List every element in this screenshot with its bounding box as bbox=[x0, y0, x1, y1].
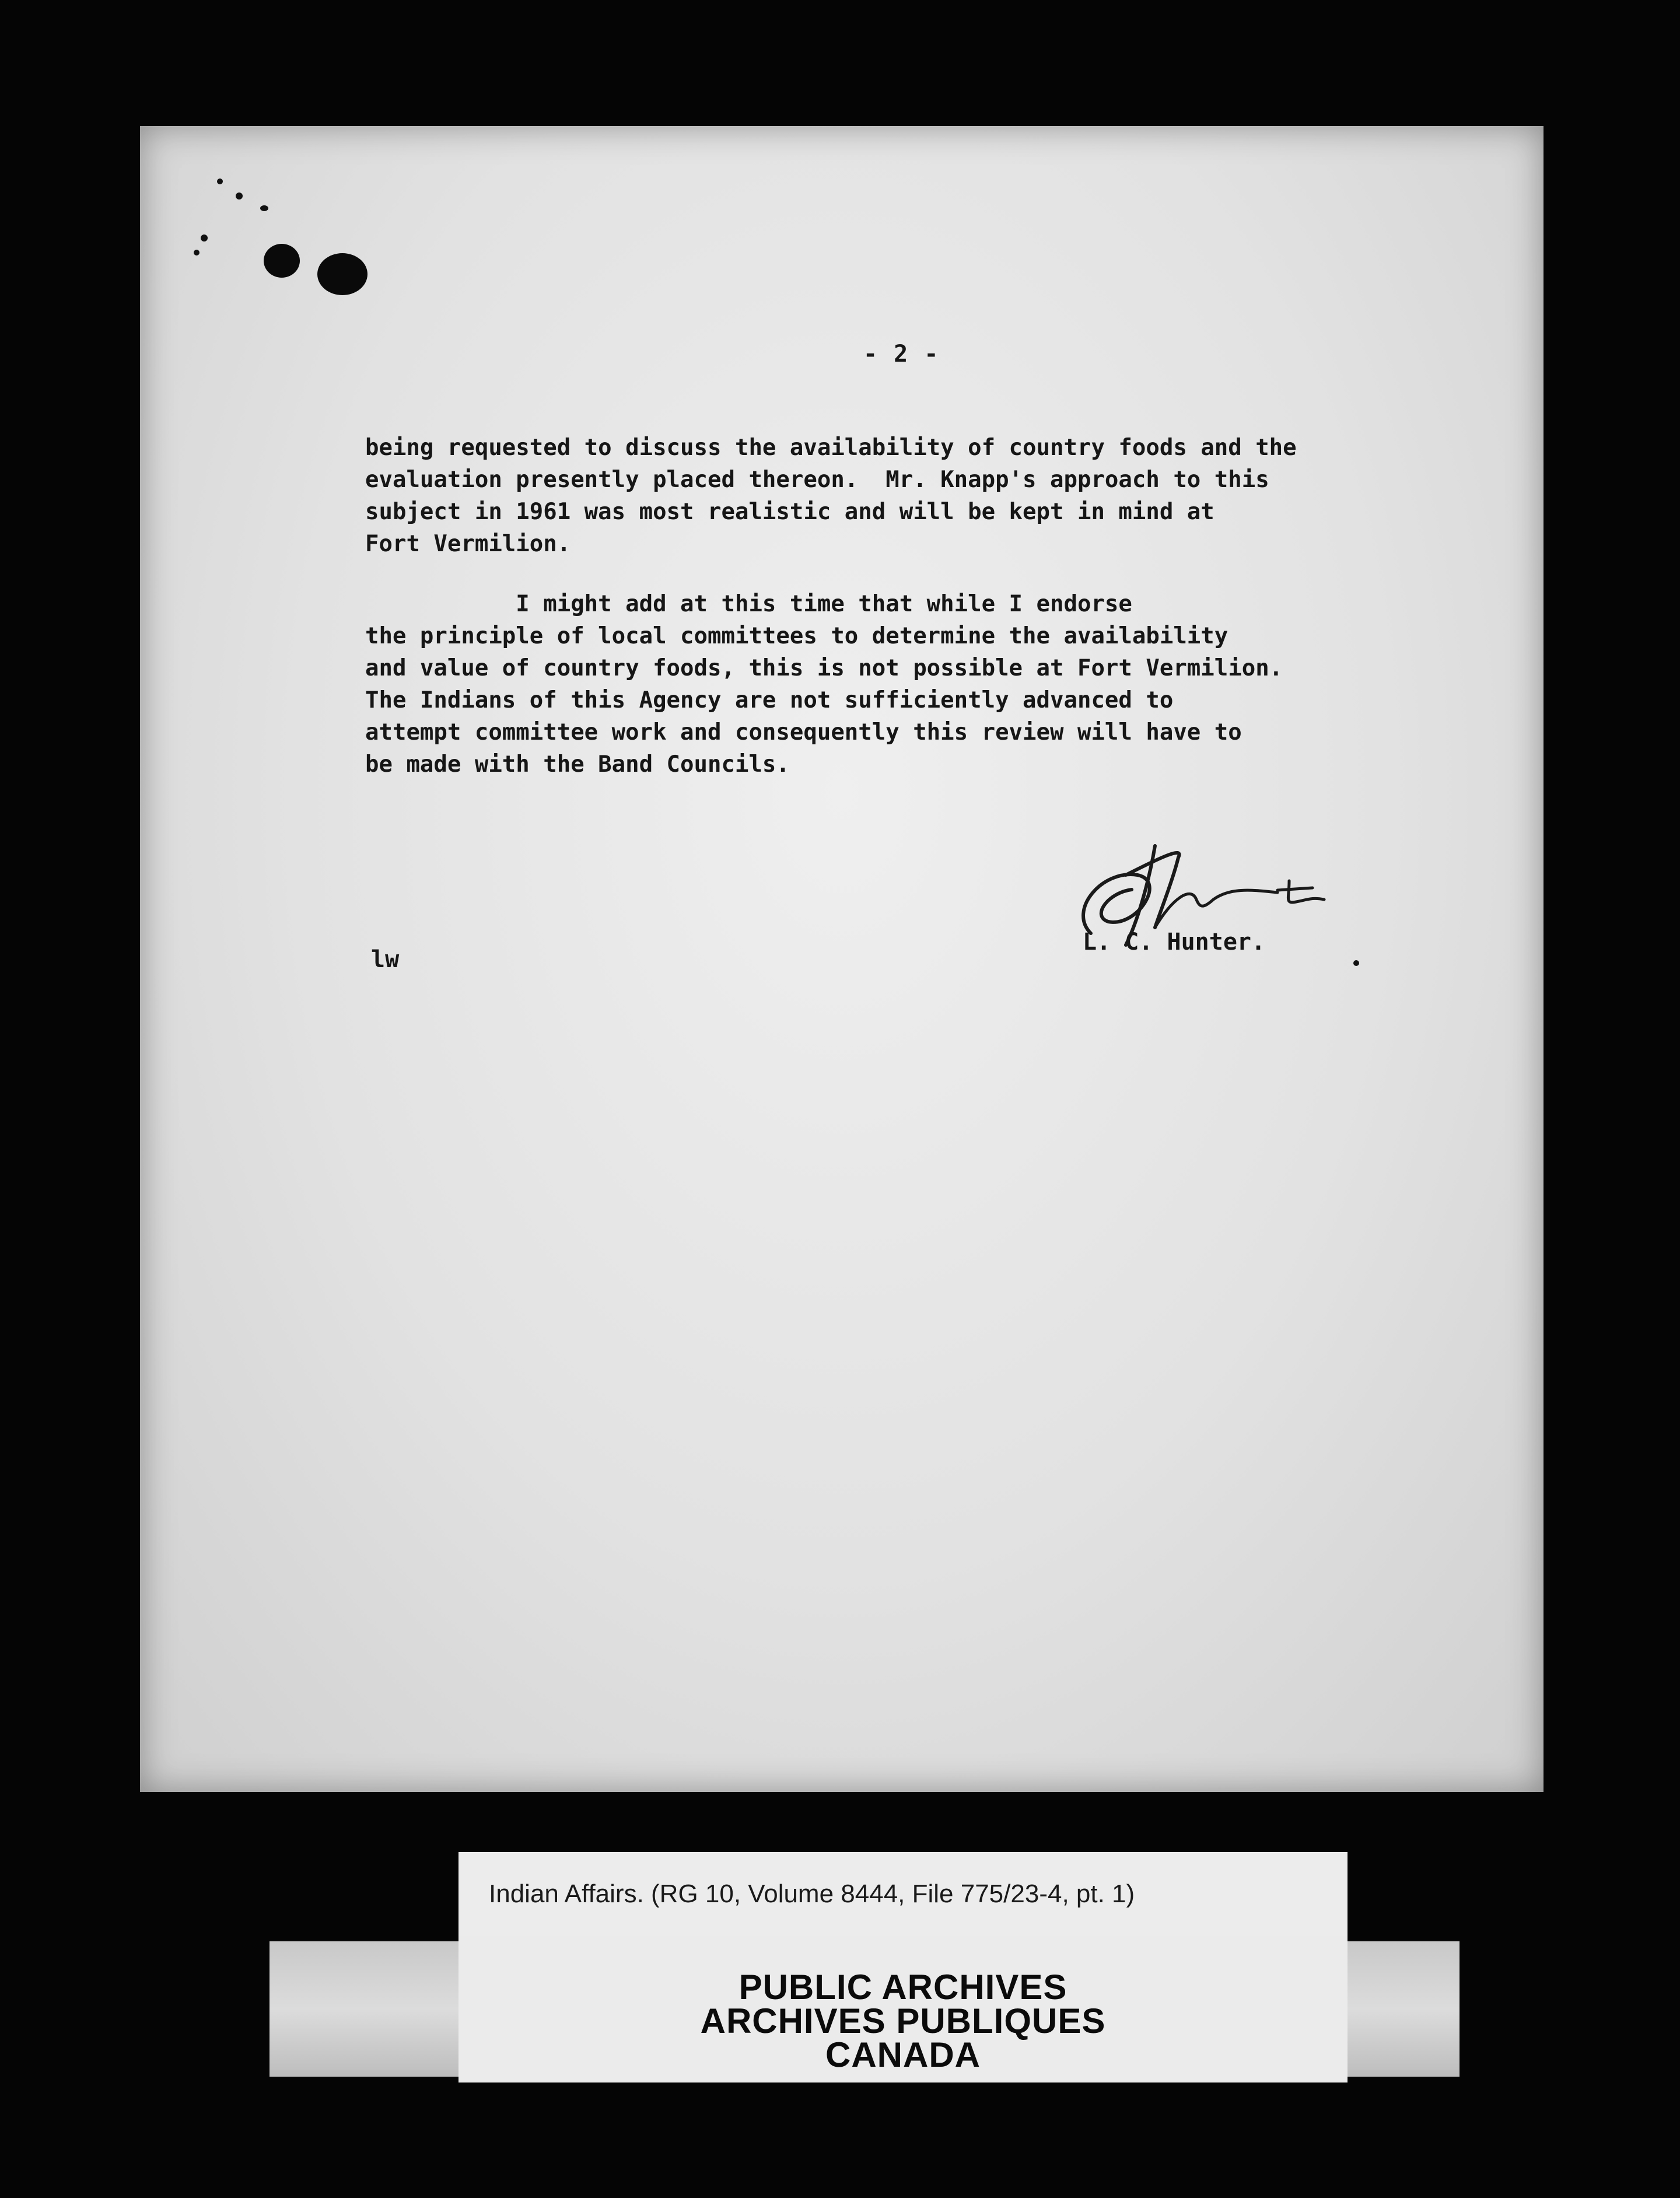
archive-reference: Indian Affairs. (RG 10, Volume 8444, File 775/23-4, pt. 1) bbox=[489, 1880, 1135, 1908]
ink-speck bbox=[217, 178, 223, 184]
signatory-name: L. C. Hunter. bbox=[1083, 929, 1266, 956]
paragraph-2-line: the principle of local committees to determine the availability bbox=[365, 623, 1228, 649]
ink-speck bbox=[194, 250, 200, 256]
ink-speck bbox=[260, 205, 268, 211]
paragraph-2-line: attempt committee work and consequently this review will have to bbox=[365, 719, 1242, 746]
paragraph-1-line: subject in 1961 was most realistic and will be kept in mind at bbox=[365, 499, 1214, 525]
paragraph-1-line: evaluation presently placed thereon. Mr. Knapp's approach to this bbox=[365, 467, 1269, 493]
page-number: - 2 - bbox=[863, 341, 940, 368]
paragraph-1-line: Fort Vermilion. bbox=[365, 531, 571, 557]
archive-stamp-line: ARCHIVES PUBLIQUES bbox=[700, 2001, 1106, 2041]
archive-stamp-line: PUBLIC ARCHIVES bbox=[738, 1968, 1068, 2007]
letter-body bbox=[365, 432, 1392, 780]
paragraph-1-line: being requested to discuss the availability of country foods and the bbox=[365, 435, 1297, 461]
paragraph-2-line: The Indians of this Agency are not sufficiently advanced to bbox=[365, 687, 1174, 713]
ink-blot bbox=[264, 244, 300, 278]
typist-initials: lw bbox=[371, 946, 400, 973]
archive-stamp-line: CANADA bbox=[825, 2035, 981, 2074]
paragraph-2-line: and value of country foods, this is not possible at Fort Vermilion. bbox=[365, 655, 1283, 681]
ink-speck bbox=[236, 192, 243, 200]
ink-blot bbox=[317, 253, 368, 295]
paragraph-2-line: be made with the Band Councils. bbox=[365, 751, 790, 778]
paragraph-2-line: I might add at this time that while I endorse bbox=[365, 591, 1132, 617]
ink-speck bbox=[201, 235, 208, 242]
ink-speck bbox=[1353, 960, 1359, 966]
